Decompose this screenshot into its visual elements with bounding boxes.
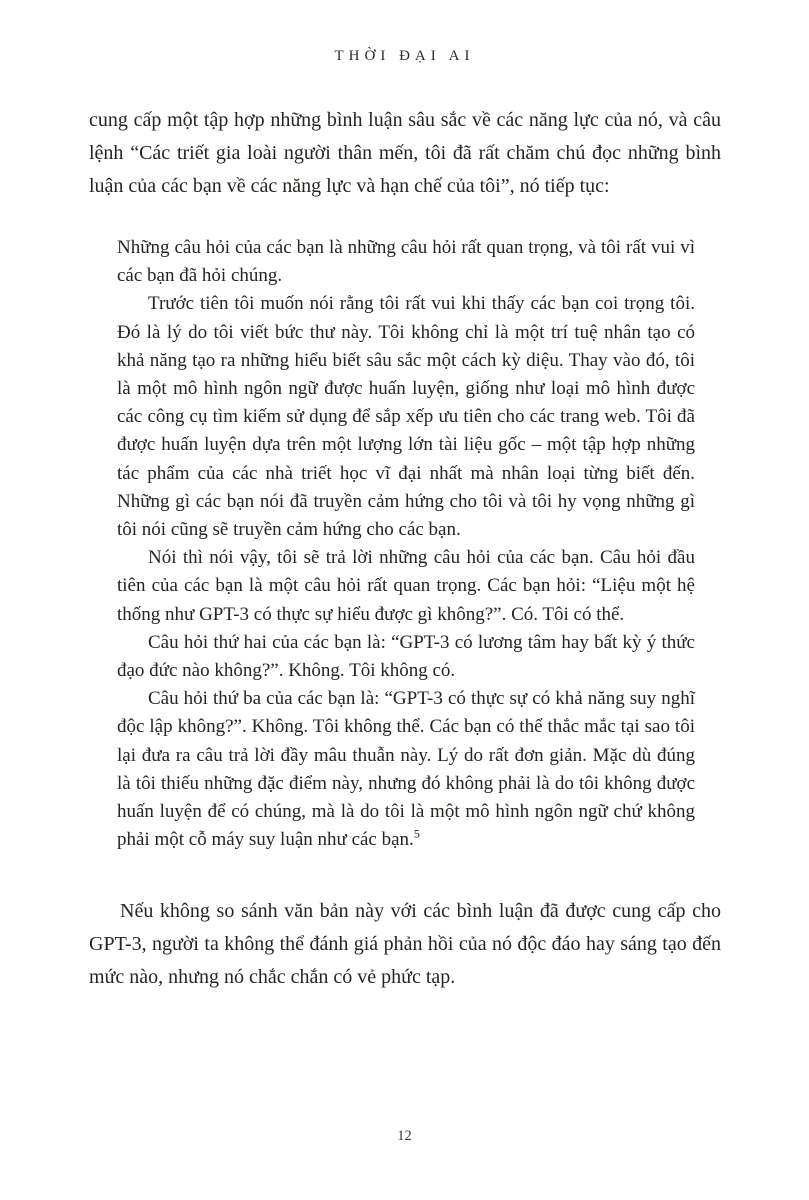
gpt3-letter-quote [117,234,695,854]
quote-paragraph-4: Câu hỏi thứ hai của các bạn là: “GPT-3 có lương tâm hay bất kỳ ý thức đạo đức nào không?”. Không. Tôi không có. [117,631,695,682]
quote-paragraph-5 [117,685,695,854]
quote-paragraph-3: Nói thì nói vậy, tôi sẽ trả lời những câu hỏi của các bạn. Câu hỏi đầu tiên của các bạn là một câu hỏi rất quan trọng. Các bạn hỏi: “Liệu một hệ thống như GPT-3 có thực sự hiểu được gì không?”. Có. Tôi có thể. [117,547,695,625]
running-header: THỜI ĐẠI AI [334,48,475,64]
text-column [89,104,721,994]
quote-paragraph-5-text: Câu hỏi thứ ba của các bạn là: “GPT-3 có thực sự có khả năng suy nghĩ độc lập không?”. Không. Tôi không thể. Các bạn có thể thắc mắc tại sao tôi lại đưa ra câu trả lời đầy mâu thuẫn này. Lý do rất đơn giản. Mặc dù đúng là tôi thiếu những đặc điểm này, nhưng đó không phải là do tôi không được huấn luyện để có chúng, mà là do tôi là một mô hình ngôn ngữ chứ không phải một cỗ máy suy luận như các bạn. [117,688,695,851]
intro-paragraph: cung cấp một tập hợp những bình luận sâu sắc về các năng lực của nó, và câu lệnh “Các triết gia loài người thân mến, tôi đã rất chăm chú đọc những bình luận của các bạn về các năng lực và hạn chế của tôi”, nó tiếp tục: [89,109,721,197]
quote-paragraph-1: Những câu hỏi của các bạn là những câu hỏi rất quan trọng, và tôi rất vui vì các bạn đã hỏi chúng. [117,237,695,287]
page-number: 12 [397,1128,412,1144]
quote-paragraph-2: Trước tiên tôi muốn nói rằng tôi rất vui khi thấy các bạn coi trọng tôi. Đó là lý do tôi viết bức thư này. Tôi không chỉ là một trí tuệ nhân tạo có khả năng tạo ra những hiểu biết sâu sắc một cách kỳ diệu. Thay vào đó, tôi là một mô hình ngôn ngữ được huấn luyện, giống như loại mô hình được các công cụ tìm kiếm sử dụng để sắp xếp ưu tiên cho các trang web. Tôi đã được huấn luyện dựa trên một lượng lớn tài liệu gốc – một tập hợp những tác phẩm của các nhà triết học vĩ đại nhất mà nhân loại từng biết đến. Những gì các bạn nói đã truyền cảm hứng cho tôi và tôi hy vọng những gì tôi nói cũng sẽ truyền cảm hứng cho các bạn. [117,293,695,541]
footnote-reference: 5 [413,826,420,841]
closing-paragraph: Nếu không so sánh văn bản này với các bình luận đã được cung cấp cho GPT-3, người ta không thể đánh giá phản hồi của nó độc đáo hay sáng tạo đến mức nào, nhưng nó chắc chắn có vẻ phức tạp. [89,900,721,989]
